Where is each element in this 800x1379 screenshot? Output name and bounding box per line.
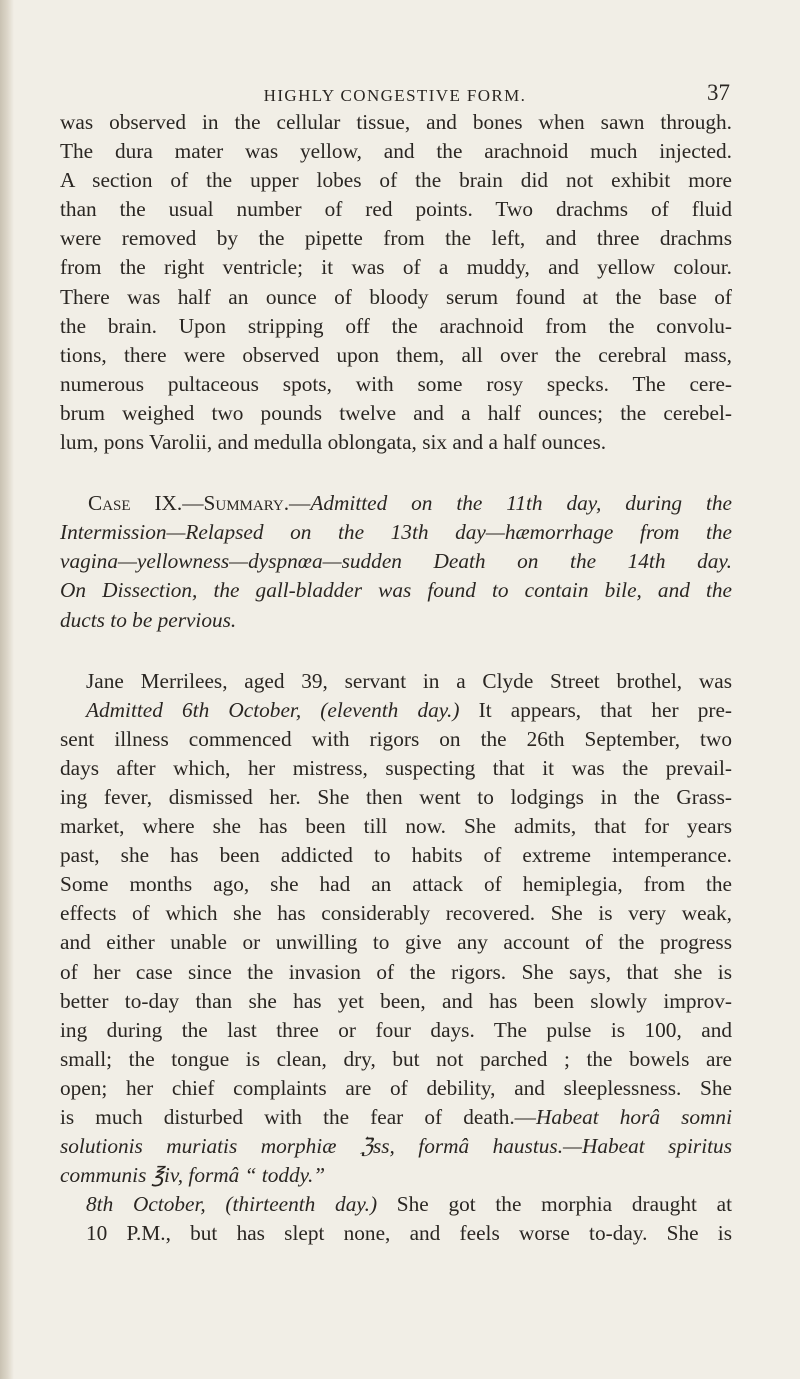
text-line: Intermission—Relapsed on the 13th day—hæmorrhage from the — [60, 520, 732, 545]
text-line: lum, pons Varolii, and medulla oblongata, six and a half ounces. — [60, 430, 607, 455]
prescription-text: Habeat horâ somni — [535, 1105, 732, 1129]
text-line: small; the tongue is clean, dry, but not parched ; the bowels are — [60, 1046, 732, 1071]
text-line: Some months ago, she had an attack of hemiplegia, from the — [60, 872, 732, 897]
text-line: and either unable or unwilling to give any account of the progress — [60, 930, 732, 955]
text-line: vagina—yellowness—dyspnœa—sudden Death on the 14th day. — [60, 549, 732, 574]
text-line: numerous pultaceous spots, with some rosy specks. The cere- — [60, 371, 732, 396]
text-line: There was half an ounce of bloody serum found at the base of — [60, 284, 732, 309]
text-line: days after which, her mistress, suspecting that it was the prevail- — [60, 755, 732, 780]
paragraph-case-history — [60, 667, 732, 1249]
text-line: better to-day than she has yet been, and has been slowly improv- — [60, 988, 732, 1013]
running-head: HIGHLY CONGESTIVE FORM. — [263, 86, 527, 105]
case-summary-text: Admitted on the 11th day, during the — [310, 491, 732, 516]
progress-date: 8th October, (thirteenth day.) — [86, 1192, 378, 1217]
text-line: sent illness commenced with rigors on the 26th September, two — [60, 726, 732, 751]
text-line: The dura mater was yellow, and the arachnoid much injected. — [60, 139, 732, 164]
text-line: of her case since the invasion of the rigors. She says, that she is — [60, 959, 732, 984]
text-line: 10 P.M., but has slept none, and feels worse to-day. She is — [86, 1221, 732, 1246]
text-line: from the right ventricle; it was of a muddy, and yellow colour. — [60, 255, 732, 280]
text-line: is much disturbed with the fear of death.—Habeat horâ somni — [60, 1105, 732, 1129]
text-line: open; her chief complaints are of debility, and sleeplessness. She — [60, 1075, 732, 1100]
text-line: was observed in the cellular tissue, and bones when sawn through. — [60, 110, 732, 134]
paragraph-autopsy — [60, 108, 732, 457]
text-line: past, she has been addicted to habits of extreme intemperance. — [60, 843, 732, 868]
text-line: ing during the last three or four days. The pulse is 100, and — [60, 1017, 732, 1042]
text-line: tions, there were observed upon them, all over the cerebral mass, — [60, 342, 732, 367]
text-line: communis ℥iv, formâ “ toddy.” — [60, 1163, 326, 1188]
text-line: than the usual number of red points. Two drachms of fluid — [60, 197, 732, 222]
text-line: solutionis muriatis morphiæ ℨss, formâ haustus.—Habeat spiritus — [60, 1134, 732, 1159]
case-heading: Case IX.—Summary.— — [88, 491, 311, 516]
text-line: A section of the upper lobes of the brain did not exhibit more — [60, 168, 732, 193]
text-line: Admitted 6th October, (eleventh day.) It appears, that her pre- — [86, 697, 732, 722]
page-binding-edge — [0, 0, 14, 1379]
page-body — [60, 108, 732, 1248]
case-summary — [60, 489, 732, 634]
text-line: effects of which she has considerably recovered. She is very weak, — [60, 901, 732, 926]
text-line: the brain. Upon stripping off the arachnoid from the convolu- — [60, 313, 732, 338]
text-line: On Dissection, the gall-bladder was found to contain bile, and the — [60, 578, 732, 603]
text-line: brum weighed two pounds twelve and a half ounces; the cerebel- — [60, 400, 732, 425]
text-line: 8th October, (thirteenth day.) She got the morphia draught at — [86, 1192, 732, 1217]
text-line — [60, 489, 732, 518]
text-line: Jane Merrilees, aged 39, servant in a Clyde Street brothel, was — [86, 668, 732, 693]
text-line: ducts to be pervious. — [60, 607, 237, 632]
text-line: were removed by the pipette from the left, and three drachms — [60, 226, 732, 251]
text-line: ing fever, dismissed her. She then went to lodgings in the Grass- — [60, 784, 732, 809]
page-number: 37 — [707, 80, 730, 105]
page-header — [60, 76, 730, 106]
admission-date: Admitted 6th October, (eleventh day.) — [86, 697, 460, 722]
text-line: market, where she has been till now. She admits, that for years — [60, 814, 732, 839]
